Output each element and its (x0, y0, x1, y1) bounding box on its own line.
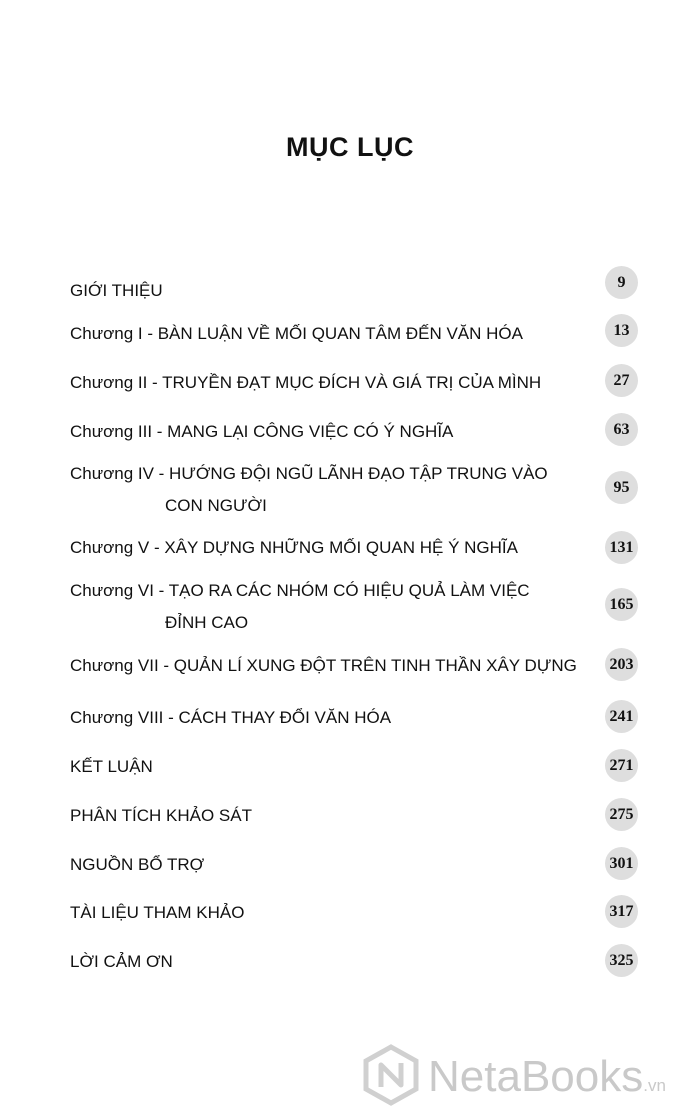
toc-entry-title (70, 532, 518, 564)
toc-entry-line: Chương VI - TẠO RA CÁC NHÓM CÓ HIỆU QUẢ LÀM VIỆC (70, 581, 530, 600)
page-number-badge: 325 (605, 944, 638, 977)
toc-entry-line: Chương VIII - CÁCH THAY ĐỔI VĂN HÓA (70, 708, 392, 727)
page-number-badge: 301 (605, 847, 638, 880)
page-number-badge: 63 (605, 413, 638, 446)
toc-entry-title (70, 849, 204, 881)
toc-entry-line: GIỚI THIỆU (70, 281, 163, 300)
toc-entry-line: NGUỒN BỔ TRỢ (70, 855, 205, 874)
page-number-badge: 203 (605, 648, 638, 681)
toc-entry-title (70, 575, 530, 639)
page-number-badge: 241 (605, 700, 638, 733)
toc-entry-line: Chương IV - HƯỚNG ĐỘI NGŨ LÃNH ĐẠO TẬP TRUNG VÀO (70, 464, 548, 483)
toc-entry-title (70, 897, 244, 929)
toc-entry-line: Chương VII - QUẢN LÍ XUNG ĐỘT TRÊN TINH THẦN XÂY DỰNG (70, 656, 577, 675)
toc-entry-line: LỜI CẢM ƠN (70, 952, 173, 971)
toc-entry-title (70, 416, 453, 448)
watermark (362, 1042, 692, 1112)
toc-entry-title (70, 751, 153, 783)
toc-entry-line-continued: ĐỈNH CAO (165, 613, 249, 632)
watermark-brand: NetaBooks (428, 1052, 644, 1101)
netabooks-logo-icon (362, 1044, 420, 1111)
toc-entry-line: TÀI LIỆU THAM KHẢO (70, 903, 245, 922)
toc-entry-title (70, 367, 541, 399)
page-number-badge: 271 (605, 749, 638, 782)
toc-entry-line: Chương II - TRUYỀN ĐẠT MỤC ĐÍCH VÀ GIÁ TRỊ CỦA MÌNH (70, 373, 542, 392)
page-number-badge: 95 (605, 471, 638, 504)
toc-entry-line-continued: CON NGƯỜI (165, 496, 267, 515)
toc-entry-line: KẾT LUẬN (70, 757, 153, 776)
toc-entry-title (70, 946, 173, 978)
watermark-text (428, 1052, 666, 1102)
toc-entry-title (70, 650, 577, 682)
page-title: MỤC LỤC (286, 132, 414, 162)
toc-entry-line: Chương I - BÀN LUẬN VỀ MỐI QUAN TÂM ĐẾN VĂN HÓA (70, 324, 523, 343)
page-number-badge: 275 (605, 798, 638, 831)
toc-entry-title (70, 275, 163, 307)
page-number-badge: 9 (605, 266, 638, 299)
page-number-badge: 131 (605, 531, 638, 564)
toc-entry-title (70, 458, 548, 522)
watermark-suffix: .vn (643, 1076, 666, 1095)
page-number-badge: 165 (605, 588, 638, 621)
toc-entry-title (70, 702, 391, 734)
toc-entry-title (70, 318, 523, 350)
page-number-badge: 13 (605, 314, 638, 347)
toc-entry-line: Chương V - XÂY DỰNG NHỮNG MỐI QUAN HỆ Ý NGHĨA (70, 538, 518, 557)
page-number-badge: 27 (605, 364, 638, 397)
page-number-badge: 317 (605, 895, 638, 928)
toc-entry-title (70, 800, 252, 832)
toc-entry-line: PHÂN TÍCH KHẢO SÁT (70, 806, 252, 825)
toc-entry-line: Chương III - MANG LẠI CÔNG VIỆC CÓ Ý NGHĨA (70, 422, 454, 441)
